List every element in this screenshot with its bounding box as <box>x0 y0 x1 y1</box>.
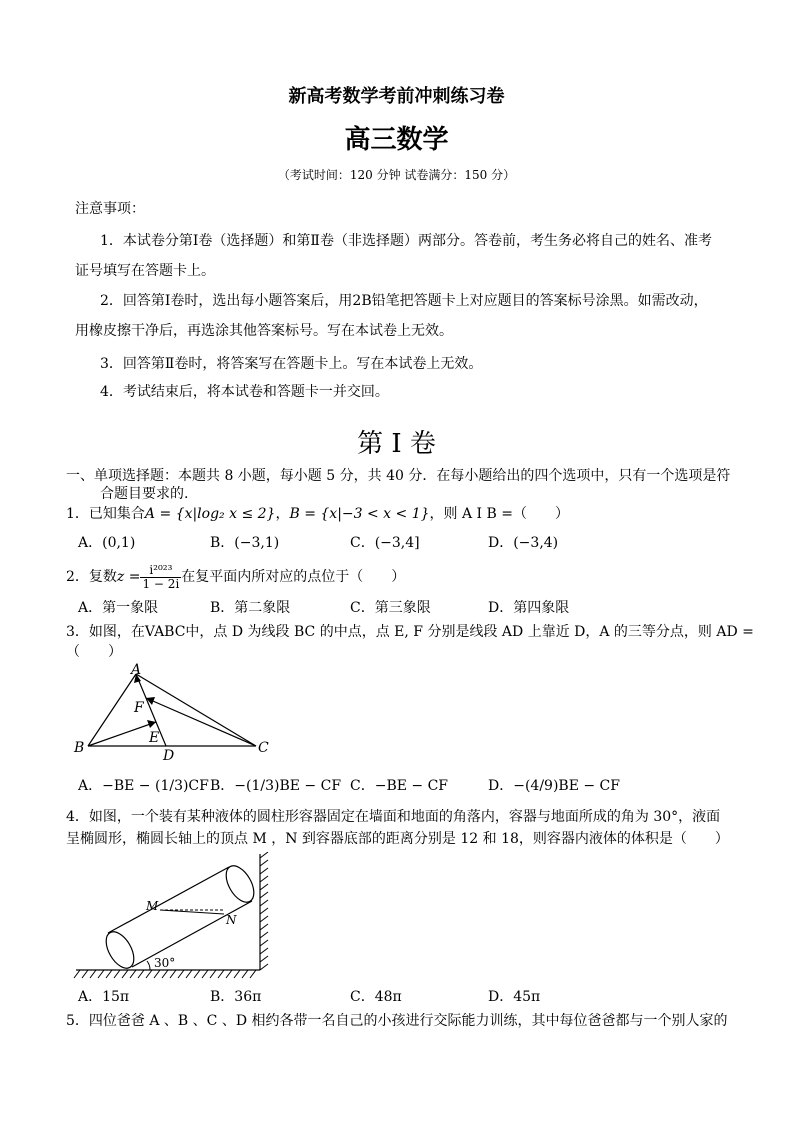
q4-option-b: B．36π <box>210 989 262 1005</box>
label-e: E <box>149 730 160 746</box>
q4-option-c: C．48π <box>350 989 402 1005</box>
q3-option-a: A．−BE − (1/3)CF <box>78 778 209 794</box>
label-n: N <box>226 913 237 927</box>
triangle-figure <box>70 662 280 767</box>
q2-suffix: 在复平面内所对应的点位于（ ） <box>181 569 406 585</box>
notice-item-1-cont: 证号填写在答题卡上。 <box>75 263 215 279</box>
label-f: F <box>134 700 144 716</box>
label-a: A <box>131 662 142 678</box>
q2-numerator: i²⁰²³ <box>140 564 181 578</box>
q1-prefix: 1．已知集合 <box>66 506 145 522</box>
notice-item-3: 3．回答第Ⅱ卷时，将答案写在答题卡上。写在本试卷上无效。 <box>100 356 483 372</box>
q1-set-a: A = {x|log₂ x ≤ 2} <box>144 506 276 522</box>
q2-prefix: 2．复数 <box>66 569 117 585</box>
notice-item-2: 2．回答第Ⅰ卷时，选出每小题答案后，用2B铅笔把答题卡上对应题目的答案标号涂黑。如需改动， <box>100 293 708 309</box>
q2-denominator: 1 − 2i <box>142 576 180 591</box>
q2-option-d: D．第四象限 <box>488 600 570 616</box>
q3-option-b: B．−(1/3)BE − CF <box>210 778 342 794</box>
notice-item-2-cont: 用橡皮擦干净后，再选涂其他答案标号。写在本试卷上无效。 <box>75 323 453 339</box>
label-m: M <box>146 899 159 913</box>
q1-option-c: C．(−3,4] <box>350 535 420 551</box>
q1-set-b: B = {x|−3 < x < 1} <box>289 506 430 522</box>
paper-subject: 高三数学 <box>344 125 449 155</box>
q1-option-b: B．(−3,1) <box>210 535 280 551</box>
q4-option-a: A．15π <box>78 989 130 1005</box>
notice-item-4: 4．考试结束后，将本试卷和答题卡一并交回。 <box>100 384 389 400</box>
q2-option-a: A．第一象限 <box>78 600 159 616</box>
label-c: C <box>258 740 269 756</box>
q2-option-c: C．第三象限 <box>350 600 431 616</box>
question-3: 3．如图，在VABC中，点 D 为线段 BC 的中点，点 E, F 分别是线段 AD 上靠近 D，A 的三等分点，则 AD = <box>66 624 754 640</box>
label-d: D <box>163 748 175 764</box>
question-1: 1．已知集合A = {x|log₂ x ≤ 2}，B = {x|−3 < x < 1}，则 A I B =（ ） <box>66 506 569 522</box>
question-4-cont: 呈椭圆形，椭圆长轴上的顶点 M ，N 到容器底部的距离分别是 12 和 18，则容器内液体的体积是（ ） <box>66 831 729 847</box>
q1-suffix: ，则 A I B =（ ） <box>429 506 569 522</box>
exam-info: （考试时间：120 分钟 试卷满分：150 分） <box>277 168 516 182</box>
q1-option-d: D．(−3,4) <box>488 535 559 551</box>
paper-title: 新高考数学考前冲刺练习卷 <box>288 86 505 107</box>
q3-option-c: C．−BE − CF <box>350 778 449 794</box>
q4-option-d: D．45π <box>488 989 541 1005</box>
question-4: 4．如图，一个装有某种液体的圆柱形容器固定在墙面和地面的角落内，容器与地面所成的角为 30°，液面 <box>66 809 721 825</box>
notice-item-1: 1．本试卷分第Ⅰ卷（选择题）和第Ⅱ卷（非选择题）两部分。答卷前，考生务必将自己的姓名、准考 <box>100 233 712 249</box>
question-3-cont: （ ） <box>66 644 122 660</box>
question-2 <box>66 562 405 592</box>
q3-option-d: D．−(4/9)BE − CF <box>488 778 620 794</box>
notice-heading: 注意事项： <box>75 201 145 217</box>
q2-fraction <box>140 564 181 591</box>
section-intro: 一、单项选择题：本题共 8 小题，每小题 5 分，共 40 分．在每小题给出的四个选项中，只有一个选项是符 <box>66 468 731 484</box>
cylinder-figure <box>72 852 272 984</box>
question-5: 5．四位爸爸 A 、B 、C 、D 相约各带一名自己的小孩进行交际能力训练，其中每位爸爸都与一个别人家的 <box>66 1013 728 1029</box>
q2-option-b: B．第二象限 <box>210 600 291 616</box>
label-angle: 30° <box>154 956 176 970</box>
section-intro-cont: 合题目要求的. <box>100 486 189 502</box>
q2-z: z = <box>116 569 141 585</box>
label-b: B <box>74 740 85 756</box>
q1-option-a: A．(0,1) <box>78 535 136 551</box>
section-title: 第 I 卷 <box>357 429 436 459</box>
